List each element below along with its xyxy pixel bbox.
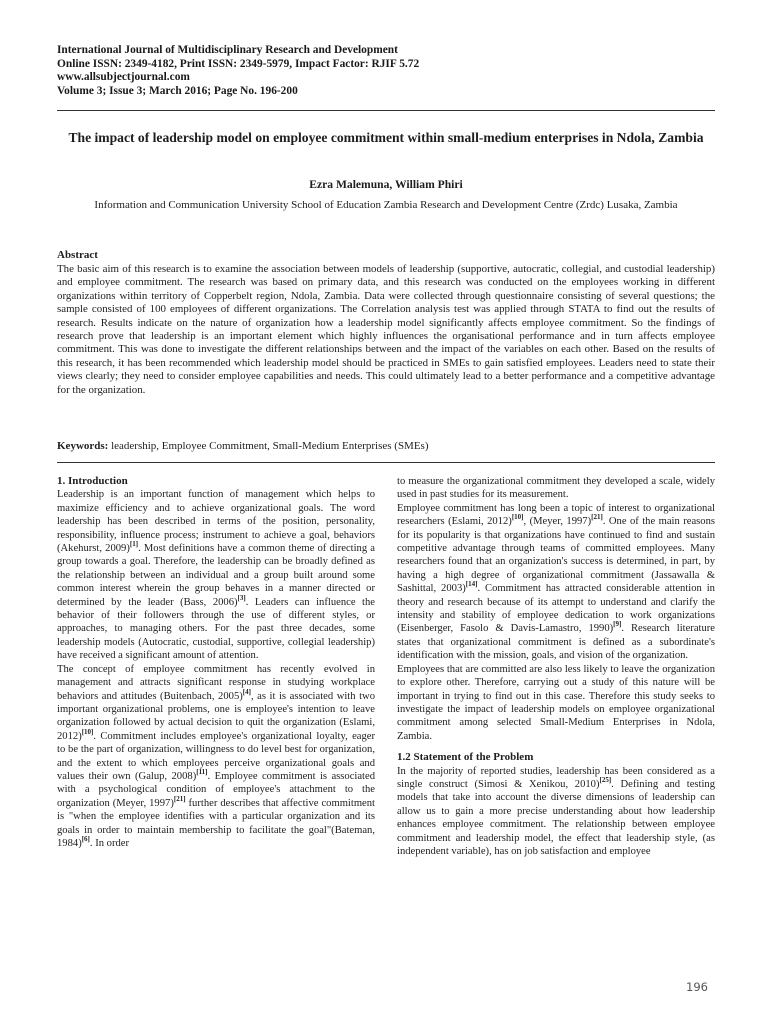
- left-column: [57, 475, 375, 850]
- abstract-heading: Abstract: [57, 249, 98, 261]
- abstract-divider: [57, 462, 715, 463]
- journal-header: [57, 44, 717, 98]
- journal-name: International Journal of Multidisciplinary Research and Development: [57, 44, 398, 56]
- abstract-text: The basic aim of this research is to examine the association between models of leadership (supportive, autocratic, collegial, and custodial leadership) and employee commitment. The research was based on primary data, and this research was conducted on the employees working in different organizations within territory of Copperbelt region, Ndola, Zambia. Data were collected through questionnaire consisting of several questions; the sample consisted of 100 employees of different organizations. The Correlation analysis test was applied through STATA to find out the results of research. Results indicate on the nature of organization how a leadership model significantly affects employee commitment. So the findings of research prove that leadership is an important element which highly influences the organisational performance and in turn affects employee commitment. This was done to investigate the different relationships between and the impact of the variables on each other. Based on the results of this research, it has been recommended which leadership model should be practiced in SMEs to gain satisfied employees. Leaders need to state their views clearly; they need to consider employee capabilities and needs. This could ultimately lead to a better performance and a competitive advantage for the organization.: [57, 263, 715, 396]
- citation: [10]: [81, 727, 94, 736]
- citation: [21]: [173, 794, 186, 803]
- citation: [10]: [511, 513, 524, 522]
- journal-volume: Volume 3; Issue 3; March 2016; Page No. 196-200: [57, 84, 298, 97]
- intro-paragraph-5: Employees that are committed are also less likely to leave the organization to explore other. Therefore, carrying out a study of this nature will be important in trying to find out in this case. Therefore this study seeks to investigate the impact of leadership models on employee organizational commitment among selected Small-Medium Enterprises in Ndola, Zambia.: [397, 663, 715, 742]
- journal-website: www.allsubjectjournal.com: [57, 71, 190, 84]
- keywords: [57, 440, 715, 452]
- citation: [21]: [591, 513, 603, 522]
- citation: [3]: [237, 593, 246, 602]
- journal-issn: Online ISSN: 2349-4182, Print ISSN: 2349-5979, Impact Factor: RJIF 5.72: [57, 57, 420, 70]
- citation: [14]: [465, 580, 478, 589]
- right-column: [397, 475, 715, 858]
- citation: [25]: [599, 775, 612, 784]
- citation: [6]: [81, 834, 90, 843]
- intro-paragraph-3: to measure the organizational commitment they developed a scale, widely used in past studies for its measurement.: [397, 476, 715, 501]
- paper-authors: Ezra Malemuna, William Phiri: [309, 178, 463, 191]
- citation: [9]: [613, 620, 622, 629]
- keywords-text: leadership, Employee Commitment, Small-Medium Enterprises (SMEs): [108, 440, 429, 452]
- problem-heading: 1.2 Statement of the Problem: [397, 751, 534, 764]
- paper-affiliation: Information and Communication University School of Education Zambia Research and Development Centre (Zrdc) Lusaka, Zambia: [94, 199, 678, 211]
- citation: [1]: [129, 540, 139, 549]
- intro-heading: 1. Introduction: [57, 475, 128, 487]
- problem-paragraph-1: In the majority of reported studies, leadership has been considered as a single construct (Simosi & Xenikou, 2010)[25]. Defining and testing models that take into account the diverse dimensions of leadership can allow us to gain a more precise understanding about how leadership enhances employee commitment. The relationship between employee commitment and leadership model, the effect that leadership style, (as independent variable), has on job satisfaction and employee: [397, 765, 716, 857]
- paper-title: The impact of leadership model on employee commitment within small-medium enterprises in Ndola, Zambia: [68, 130, 704, 145]
- page-number: 196: [686, 980, 708, 994]
- intro-paragraph-2: The concept of employee commitment has recently evolved in management and attracts significant response in studying workplace behaviors and attitudes (Buitenbach, 2005)[4], as it is associated with two important organizational problems, one is employee's intention to leave organization followed by actual decision to quit the organization (Eslami, 2012)[10]. Commitment includes employee's organizational loyalty, eager to be the part of organization, willingness to do level best for organization, and the extent to which employees perceive organizational goals and values their own (Galup, 2008)[11]. Employee commitment is associated with a psychological condition of employee's attachment to the organization (Meyer, 1997)[21] further describes that affective commitment is "when the employee identifies with a particular organization and its goals in order to maintain membership to facilitate the goal"(Bateman, 1984)[6]. In order: [57, 663, 375, 849]
- citation: [11]: [196, 767, 208, 776]
- intro-paragraph-4: Employee commitment has long been a topic of interest to organizational researchers (Eslami, 2012)[10], (Meyer, 1997)[21]. One of the main reasons for its popularity is that organizations have continued to find and sustain competitive advantage through teams of committed employees. Many researchers found that an organization's success is determined, in part, by having a high degree of organizational commitment (Jassawalla & Sashittal, 2003)[14]. Commitment has attracted considerable attention in theory and research because of its attempt to understand and clarify the intensity and stability of employee dedication to work organizations (Eisenberger, Fasolo & Davis-Lamastro, 1990)[9]. Research literature states that organizational commitment is defined as a subordinate's identification with the mission, goals, and vision of the organization.: [397, 502, 716, 662]
- intro-paragraph-1: Leadership is an important function of management which helps to maximize efficiency and to achieve organizational goals. The word leadership has been described in terms of the position, personality, responsibility, influence process; instrument to achieve a goal, behaviors (Akehurst, 2009)[1]. Most definitions have a common theme of directing a group towards a goal. Therefore, the leadership can be broadly defined as the relationship between an individual and a group built around some common interest wherein the group behaves in a manner directed or determined by the leader (Bass, 2006)[3]. Leaders can influence the behavior of their followers through the use of different styles, or approaches, to managing others. For the past three decades, some leadership models (Autocratic, custodial, supportive, collegial leadership) have received a significant amount of attention.: [57, 489, 375, 662]
- citation: [4]: [242, 687, 251, 696]
- keywords-label: Keywords:: [57, 440, 109, 452]
- header-divider: [57, 110, 715, 111]
